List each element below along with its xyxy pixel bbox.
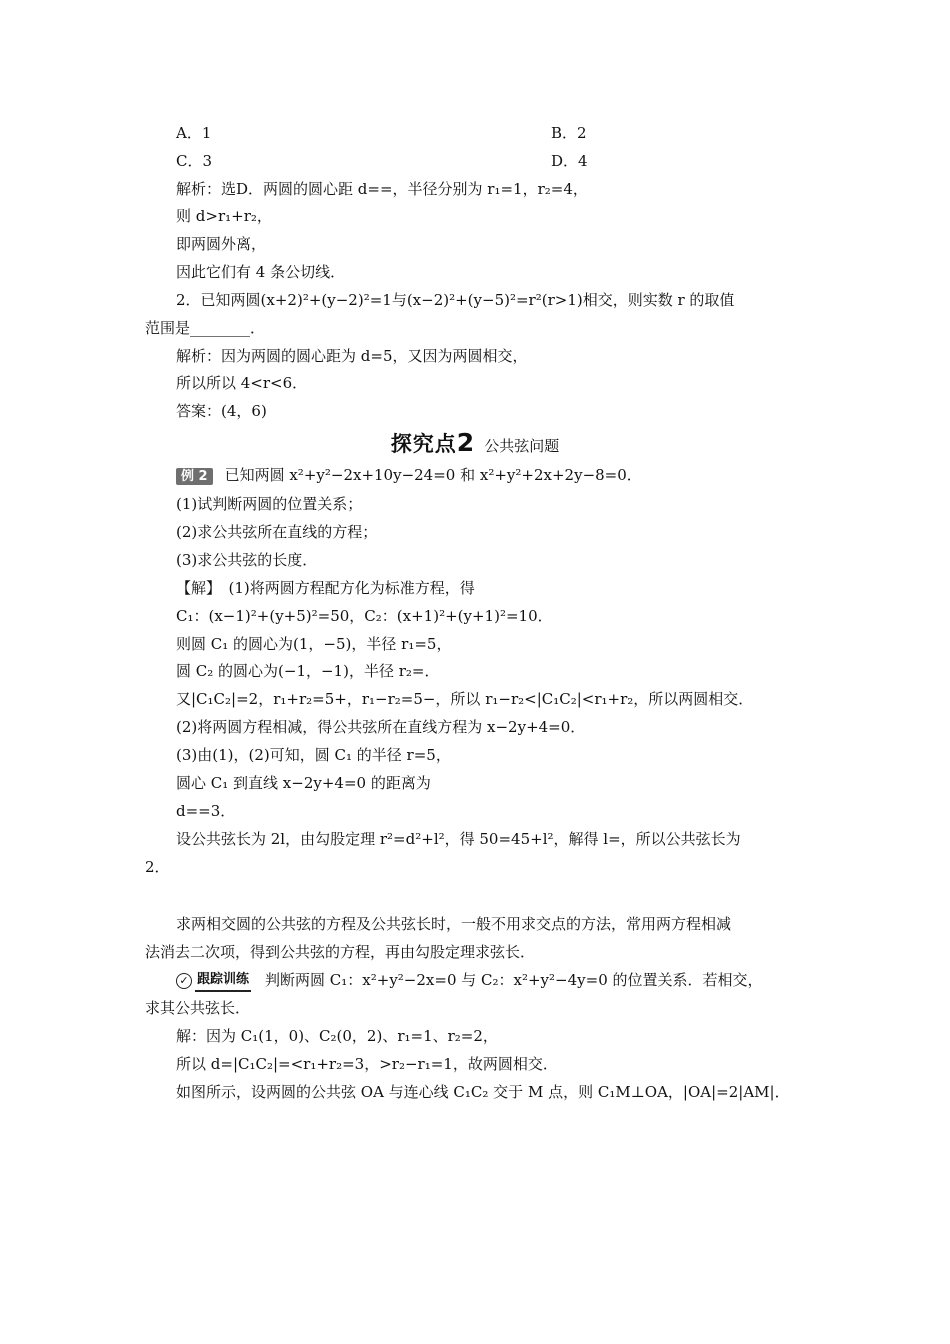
option-c: C．3 (176, 152, 213, 170)
example-text: 已知两圆 x²+y²−2x+10y−24=0 和 x²+y²+2x+2y−8=0． (224, 466, 642, 484)
example-part: (3)求公共弦的长度． (176, 551, 318, 569)
q2-answer: 答案：(4，6) (176, 402, 267, 420)
q1-analysis-line: 解析：选D．两圆的圆心距 d==，半径分别为 r₁=1，r₂=4， (176, 180, 588, 198)
option-d: D．4 (551, 152, 588, 170)
q2-stem: 范围是________． (145, 319, 266, 337)
solution-line: 设公共弦长为 2l，由勾股定理 r²=d²+l²，得 50=45+l²，解得 l=，所以公共弦长为 (176, 830, 741, 848)
practice-text: 判断两圆 C₁：x²+y²−2x=0 与 C₂：x²+y²−4y=0 的位置关系．若相交， (265, 971, 763, 989)
solution-line: (2)将两圆方程相减，得公共弦所在直线方程为 x−2y+4=0． (176, 718, 586, 736)
solution-line: d==3． (176, 802, 236, 820)
solution-line: (3)由(1)，(2)可知，圆 C₁ 的半径 r=5， (176, 746, 451, 764)
q1-analysis-line: 即两圆外离， (176, 235, 267, 253)
practice-question (176, 970, 763, 992)
example-part: (2)求公共弦所在直线的方程； (176, 523, 378, 541)
solution-line: 圆 C₂ 的圆心为(−1，−1)，半径 r₂=． (176, 662, 440, 680)
section-subtitle: 公共弦问题 (484, 437, 560, 455)
q2-analysis-line: 解析：因为两圆的圆心距为 d=5，又因为两圆相交， (176, 347, 528, 365)
example-part: (1)试判断两圆的位置关系； (176, 495, 363, 513)
q2-stem: 2．已知两圆(x+2)²+(y−2)²=1与(x−2)²+(y−5)²=r²(r>1)相交，则实数 r 的取值 (176, 291, 735, 309)
example-tag: 例 2 (176, 468, 213, 485)
section-title: 探究点 (390, 432, 457, 456)
q1-analysis-line: 则 d>r₁+r₂， (176, 207, 272, 225)
example-stem (176, 465, 642, 485)
practice-question: 求其公共弦长． (145, 999, 251, 1017)
solution-line: C₁：(x−1)²+(y+5)²=50，C₂：(x+1)²+(y+1)²=10． (176, 607, 553, 625)
solution-line: 2． (145, 858, 170, 876)
practice-solution-line: 如图所示，设两圆的公共弦 OA 与连心线 C₁C₂ 交于 M 点，则 C₁M⊥OA，|OA|=2|AM|． (176, 1083, 790, 1101)
summary-line: 求两相交圆的公共弦的方程及公共弦长时，一般不用求交点的方法，常用两方程相减 (176, 915, 732, 933)
q2-analysis-line: 所以所以 4<r<6． (176, 374, 308, 392)
practice-label: 跟踪训练 (195, 970, 251, 992)
solution-line: 又|C₁C₂|=2，r₁+r₂=5+，r₁−r₂=5−，所以 r₁−r₂<|C₁C₂|<r₁+r₂，所以两圆相交． (176, 690, 754, 708)
practice-solution-line: 解：因为 C₁(1，0)、C₂(0，2)、r₁=1、r₂=2， (176, 1027, 498, 1045)
option-a: A．1 (176, 124, 212, 142)
practice-badge (176, 970, 251, 992)
solution-line: 【解】 (1)将两圆方程配方化为标准方程，得 (176, 579, 475, 597)
option-b: B．2 (551, 124, 587, 142)
solution-line: 圆心 C₁ 到直线 x−2y+4=0 的距离为 (176, 774, 431, 792)
check-icon: ✓ (176, 973, 192, 989)
solution-line: 则圆 C₁ 的圆心为(1，−5)，半径 r₁=5， (176, 635, 452, 653)
section-number: 2 (456, 428, 475, 457)
practice-solution-line: 所以 d=|C₁C₂|=<r₁+r₂=3，>r₂−r₁=1，故两圆相交． (176, 1055, 558, 1073)
summary-line: 法消去二次项，得到公共弦的方程，再由勾股定理求弦长． (145, 943, 536, 961)
section-heading (0, 428, 950, 458)
q1-analysis-line: 因此它们有 4 条公切线． (176, 263, 346, 281)
